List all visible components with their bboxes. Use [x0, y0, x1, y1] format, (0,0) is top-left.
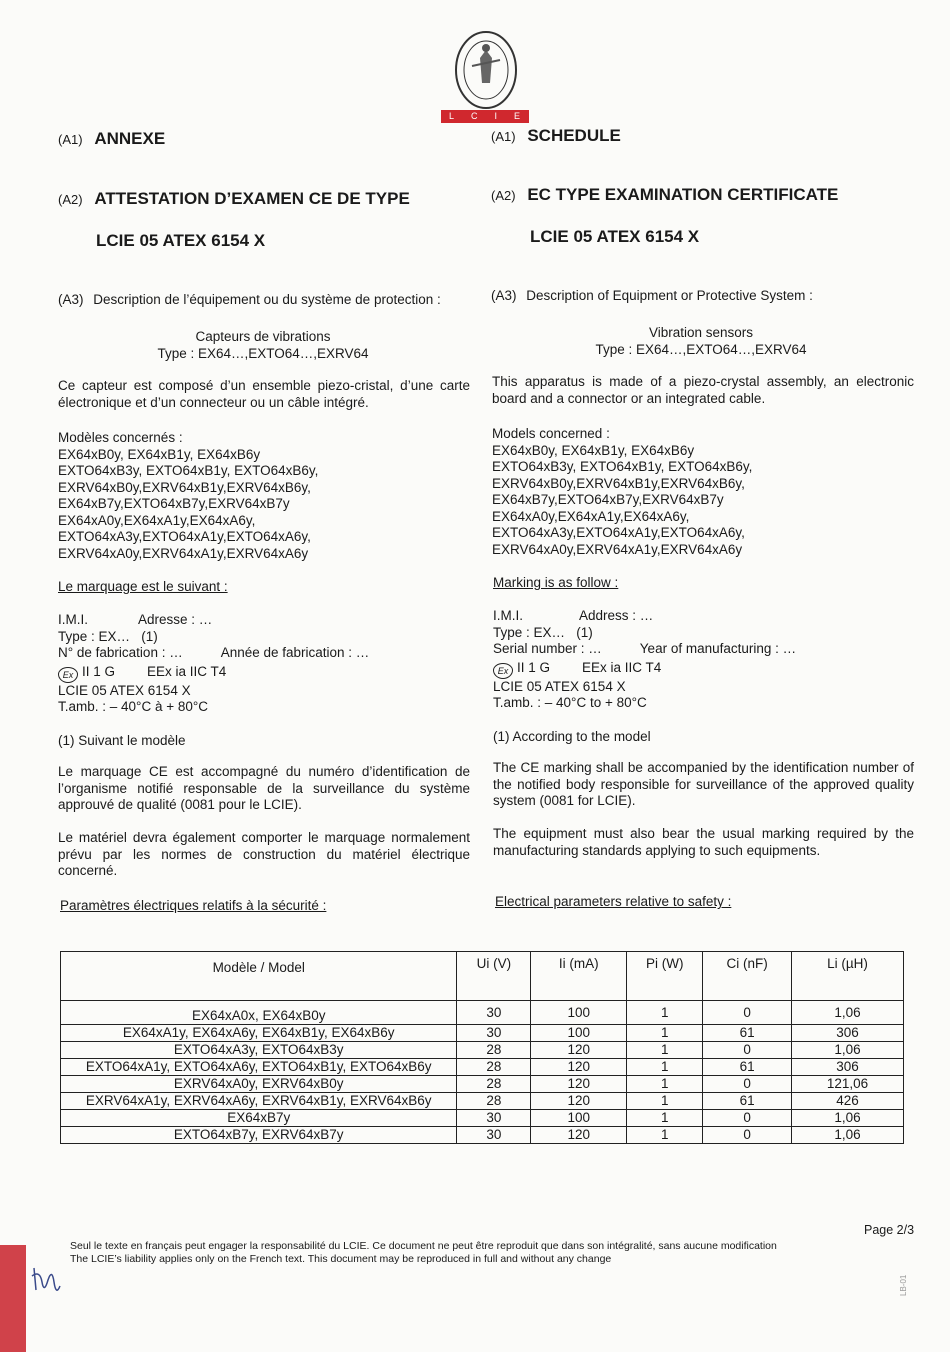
- en-a1-code: (A1): [491, 129, 516, 144]
- table-header: Ci (nF): [703, 952, 792, 1001]
- fr-model-line: EXRV64xA0y,EXRV64xA1y,EXRV64xA6y: [58, 545, 309, 561]
- table-cell: 306: [792, 1025, 904, 1042]
- table-cell: EXTO64xB7y, EXRV64xB7y: [61, 1127, 457, 1144]
- lcie-letter: I: [494, 111, 498, 121]
- en-ce-text: The CE marking shall be accompanied by the identification number of the notified body responsible for surveillance of the approved quality system (0081 for LCIE).: [493, 760, 914, 808]
- fr-models: [58, 430, 318, 562]
- table-cell: 100: [531, 1110, 627, 1127]
- en-address: Address : …: [579, 608, 654, 623]
- table-row: [61, 1127, 904, 1144]
- fr-product-type: Type : EX64…,EXTO64…,EXRV64: [157, 345, 369, 361]
- fr-model-line: EX64xB0y, EX64xB1y, EX64xB6y: [58, 446, 261, 462]
- table-cell: 306: [792, 1059, 904, 1076]
- table-row: [61, 1042, 904, 1059]
- en-models: [492, 426, 752, 558]
- table-cell: 120: [531, 1059, 627, 1076]
- ex-mark-icon: Ex: [493, 663, 513, 679]
- table-row: [61, 1076, 904, 1093]
- table-cell: EX64xA0x, EX64xB0y: [61, 1001, 457, 1025]
- footer-en: The LCIE’s liability applies only on the French text. This document may be reproduced in full and without any change: [70, 1253, 612, 1265]
- table-cell: 30: [457, 1025, 531, 1042]
- lcie-letter: L: [448, 111, 455, 121]
- table-cell: 1: [627, 1025, 703, 1042]
- table-cell: 61: [703, 1025, 792, 1042]
- table-row: [61, 1110, 904, 1127]
- table-cell: EX64xB7y: [61, 1110, 457, 1127]
- fr-model-line: EXRV64xB0y,EXRV64xB1y,EXRV64xB6y,: [58, 479, 311, 495]
- table-cell: 30: [457, 1127, 531, 1144]
- fr-params-title: Paramètres électriques relatifs à la sécurité :: [60, 898, 327, 913]
- table-cell: 0: [703, 1127, 792, 1144]
- en-equip-text: The equipment must also bear the usual marking required by the manufacturing standards applying to such equipments.: [493, 826, 914, 858]
- table-cell: 28: [457, 1042, 531, 1059]
- table-header: Li (µH): [792, 952, 904, 1001]
- table-cell: 61: [703, 1093, 792, 1110]
- table-cell: 1: [627, 1127, 703, 1144]
- fr-marking-title: Le marquage est le suivant :: [58, 579, 228, 594]
- fr-model-line: EX64xB7y,EXTO64xB7y,EXRV64xB7y: [58, 496, 290, 511]
- table-cell: EXRV64xA0y, EXRV64xB0y: [61, 1076, 457, 1093]
- fr-a3-code: (A3): [58, 292, 84, 307]
- en-serial: Serial number : …: [493, 641, 602, 656]
- fr-marking-block: [58, 612, 478, 716]
- table-cell: 1: [627, 1001, 703, 1025]
- en-model-line: EX64xB7y,EXTO64xB7y,EXRV64xB7y: [492, 492, 724, 507]
- table-row: [61, 1025, 904, 1042]
- fr-a2-code: (A2): [58, 192, 83, 207]
- red-margin-strip: [0, 1245, 26, 1352]
- en-year: Year of manufacturing : …: [639, 641, 797, 656]
- fr-group: II 1 G: [82, 663, 116, 679]
- table-header: Modèle / Model: [61, 952, 457, 1001]
- en-model-line: EXTO64xB3y, EXTO64xB1y, EXTO64xB6y,: [492, 459, 753, 474]
- en-a1-title: SCHEDULE: [527, 126, 621, 145]
- table-cell: 30: [457, 1001, 531, 1025]
- table-header: Ui (V): [457, 952, 531, 1001]
- fr-product: [58, 329, 468, 362]
- en-model-line: EXRV64xA0y,EXRV64xA1y,EXRV64xA6y: [492, 541, 743, 557]
- table-cell: 120: [531, 1042, 627, 1059]
- fr-model-line: EXTO64xA3y,EXTO64xA1y,EXTO64xA6y,: [58, 529, 311, 544]
- table-cell: 121,06: [792, 1076, 904, 1093]
- table-cell: 100: [531, 1025, 627, 1042]
- fr-type: Type : EX… (1): [58, 628, 158, 644]
- fr-product-name: Capteurs de vibrations: [195, 329, 331, 344]
- table-header: Ii (mA): [531, 952, 627, 1001]
- table-cell: 61: [703, 1059, 792, 1076]
- en-a1-heading: [491, 128, 621, 146]
- table-cell: 0: [703, 1076, 792, 1093]
- en-model-line: EX64xA0y,EX64xA1y,EX64xA6y,: [492, 508, 690, 524]
- table-cell: EXTO64xA3y, EXTO64xB3y: [61, 1042, 457, 1059]
- table-cell: 1: [627, 1076, 703, 1093]
- en-description: This apparatus is made of a piezo-crystal assembly, an electronic board and a connector or an integrated cable.: [492, 374, 914, 406]
- fr-models-title: Modèles concernés :: [58, 430, 183, 445]
- en-model-line: EXRV64xB0y,EXRV64xB1y,EXRV64xB6y,: [492, 475, 745, 491]
- en-models-title: Models concerned :: [492, 426, 610, 441]
- table-cell: 28: [457, 1059, 531, 1076]
- table-cell: 1: [627, 1110, 703, 1127]
- table-cell: 0: [703, 1001, 792, 1025]
- table-cell: EXTO64xA1y, EXTO64xA6y, EXTO64xB1y, EXTO64xB6y: [61, 1059, 457, 1076]
- en-group: II 1 G: [517, 659, 551, 675]
- table-row: [61, 1093, 904, 1110]
- fr-equip-text: Le matériel devra également comporter le marquage normalement prévu par les normes de construction du matériel électrique concerné.: [58, 830, 470, 878]
- en-a3-heading: [491, 288, 813, 305]
- table-row: [61, 1001, 904, 1025]
- en-product: [491, 325, 911, 358]
- en-model-line: EX64xB0y, EX64xB1y, EX64xB6y: [492, 442, 695, 458]
- table-cell: 28: [457, 1076, 531, 1093]
- en-product-name: Vibration sensors: [648, 325, 754, 340]
- en-cert-number: LCIE 05 ATEX 6154 X: [530, 227, 700, 246]
- table-cell: 30: [457, 1110, 531, 1127]
- electrical-parameters-table: [60, 951, 904, 1144]
- en-protection: EEx ia IIC T4: [582, 659, 662, 675]
- en-product-type: Type : EX64…,EXTO64…,EXRV64: [595, 341, 807, 357]
- en-a2-title: EC TYPE EXAMINATION CERTIFICATE: [527, 185, 839, 204]
- lcie-letter: C: [470, 111, 479, 121]
- table-cell: 120: [531, 1076, 627, 1093]
- fr-a1-title: ANNEXE: [94, 129, 166, 148]
- fr-imi: I.M.I.: [58, 612, 88, 627]
- fr-year: Année de fabrication : …: [220, 645, 370, 660]
- table-cell: 1,06: [792, 1001, 904, 1025]
- fr-address: Adresse : …: [138, 612, 213, 627]
- en-marking-block: [493, 608, 913, 712]
- fr-a3-text: Description de l’équipement ou du système de protection :: [93, 292, 441, 307]
- fr-ce-text: Le marquage CE est accompagné du numéro d’identification de l’organisme notifié responsable de la surveillance du système approuvé de qualité (0081 pour le LCIE).: [58, 764, 470, 812]
- en-a2-heading: [491, 187, 838, 205]
- table-row: [61, 1059, 904, 1076]
- table-cell: EXRV64xA1y, EXRV64xA6y, EXRV64xB1y, EXRV64xB6y: [61, 1093, 457, 1110]
- fr-note: (1) Suivant le modèle: [58, 733, 186, 748]
- en-marking-title: Marking is as follow :: [493, 575, 619, 590]
- en-model-line: EXTO64xA3y,EXTO64xA1y,EXTO64xA6y,: [492, 525, 745, 540]
- en-type: Type : EX… (1): [493, 624, 593, 640]
- table-cell: 0: [703, 1042, 792, 1059]
- table-cell: 1: [627, 1093, 703, 1110]
- footer-fr: Seul le texte en français peut engager la responsabilité du LCIE. Ce document ne peut être reproduit que dans son intégralité, sans aucune modification: [70, 1240, 777, 1252]
- lcie-bar: [441, 110, 529, 123]
- table-header: Pi (W): [627, 952, 703, 1001]
- fr-a1-heading: [58, 131, 165, 149]
- fr-model-line: EXTO64xB3y, EXTO64xB1y, EXTO64xB6y,: [58, 463, 319, 478]
- initials-signature: [30, 1260, 64, 1305]
- fr-a3-heading: [58, 292, 441, 309]
- table-header-row: [61, 952, 904, 1001]
- table-cell: 1: [627, 1059, 703, 1076]
- table-cell: EX64xA1y, EX64xA6y, EX64xB1y, EX64xB6y: [61, 1025, 457, 1042]
- table-cell: 28: [457, 1093, 531, 1110]
- en-imi: I.M.I.: [493, 608, 523, 623]
- en-a2-code: (A2): [491, 188, 516, 203]
- fr-a2-title: ATTESTATION D’EXAMEN CE DE TYPE: [94, 189, 410, 208]
- form-code: LB-01: [899, 1274, 908, 1296]
- fr-tamb: T.amb. : – 40°C à + 80°C: [58, 699, 208, 714]
- table-cell: 1,06: [792, 1042, 904, 1059]
- table-cell: 1: [627, 1042, 703, 1059]
- fr-description: Ce capteur est composé d’un ensemble piezo-cristal, d’une carte électronique et d’un connecteur ou un câble intégré.: [58, 378, 470, 410]
- footer-disclaimer: [70, 1240, 850, 1266]
- page-number: Page 2/3: [864, 1223, 915, 1237]
- table-cell: 120: [531, 1127, 627, 1144]
- fr-cert-line: LCIE 05 ATEX 6154 X: [58, 682, 191, 698]
- en-params-title: Electrical parameters relative to safety :: [495, 894, 732, 909]
- table-cell: 1,06: [792, 1110, 904, 1127]
- fr-a2-heading: [58, 191, 410, 209]
- ex-mark-icon: Ex: [58, 667, 78, 683]
- table-cell: 120: [531, 1093, 627, 1110]
- fr-serial: N° de fabrication : …: [58, 645, 183, 660]
- en-tamb: T.amb. : – 40°C to + 80°C: [493, 695, 647, 710]
- table-cell: 1,06: [792, 1127, 904, 1144]
- en-a3-code: (A3): [491, 288, 517, 303]
- fr-a1-code: (A1): [58, 132, 83, 147]
- en-cert-line: LCIE 05 ATEX 6154 X: [493, 678, 626, 694]
- fr-model-line: EX64xA0y,EX64xA1y,EX64xA6y,: [58, 512, 256, 528]
- table-cell: 426: [792, 1093, 904, 1110]
- fr-protection: EEx ia IIC T4: [147, 663, 227, 679]
- en-a3-text: Description of Equipment or Protective System :: [526, 288, 813, 303]
- en-note: (1) According to the model: [493, 729, 651, 744]
- table-cell: 0: [703, 1110, 792, 1127]
- table-cell: 100: [531, 1001, 627, 1025]
- lcie-letter: E: [513, 111, 521, 121]
- fr-cert-number: LCIE 05 ATEX 6154 X: [96, 231, 266, 250]
